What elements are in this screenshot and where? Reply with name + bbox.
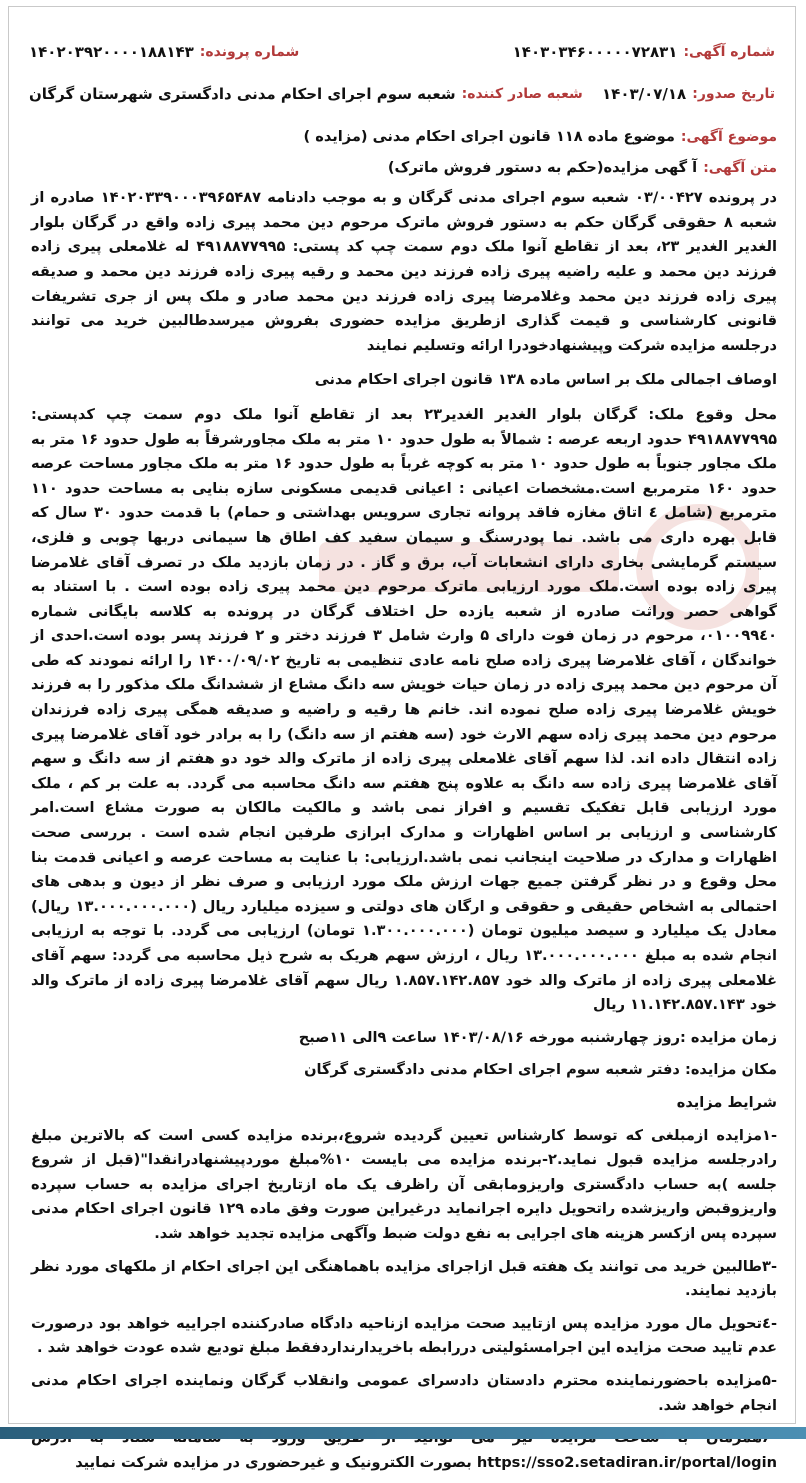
subject-label: موضوع آگهی: — [680, 129, 777, 145]
case-number-label: شماره پرونده: — [199, 44, 300, 60]
auction-time: زمان مزایده :روز چهارشنبه مورخه ۱۴۰۳/۰۸/۱۶ ساعت ۹الی ۱۱صبح — [298, 1028, 777, 1046]
setad-portal-link[interactable]: https://sso2.setadiran.ir/portal/login — [476, 1453, 777, 1471]
notice-text-line — [31, 156, 777, 181]
issue-date-label: تاریخ صدور: — [692, 86, 775, 102]
notice-text-title: آ گهی مزایده(حکم به دستور فروش ماترک) — [387, 158, 698, 176]
notice-card — [8, 6, 796, 1471]
case-number — [29, 43, 299, 61]
subject-text: موضوع ماده ۱۱۸ قانون اجرای احکام مدنی (مزایده ) — [303, 128, 675, 145]
issuer-value: شعبه سوم اجرای احکام مدنی دادگستری شهرستان گرگان — [29, 85, 456, 103]
notice-number-value: ۱۴۰۳۰۳۴۶۰۰۰۰۰۷۲۸۳۱ — [512, 43, 678, 61]
auction-place: مکان مزایده: دفتر شعبه سوم اجرای احکام مدنی دادگستری گرگان — [304, 1061, 777, 1079]
notice-header — [29, 37, 775, 107]
case-number-value: ۱۴۰۲۰۳۹۲۰۰۰۰۱۸۸۱۴۳ — [29, 43, 194, 61]
condition-4: -٤تحویل مال مورد مزایده پس ازتایید صحت مزایده ازناحیه دادگاه صادرکننده اجراییه خواهد بود درصورت عدم تایید صحت مزایده این اجرامسئولیتی دررابطه باخریدارنداردفقط مبلغ تودیع شده عودت خواهد شد . — [31, 1314, 777, 1357]
page-bottom-bar — [0, 1427, 806, 1439]
condition-3: -۳طالبین خرید می توانند یک هفته قبل ازاجرای مزایده باهماهنگی این اجرای احکام از ملکهای مورد نظر بازدید نمایند. — [31, 1257, 777, 1300]
notice-body — [31, 125, 777, 1483]
condition-5: -۵مزایده باحضورنماینده محترم دادستان دادسرای عمومی وانقلاب گرگان ونماینده اجرای احکام مدنی انجام خواهد شد. — [31, 1371, 777, 1414]
condition-1-2: -۱مزایده ازمبلغی که توسط کارشناس تعیین گردیده شروع،برنده مزایده کسی است که بالاترین مبلغ رادرجلسه مزایده قبول نماید.۲-برنده مزایده می بایست ۱۰%مبلغ موردپیشنهادرانقدا"(قبل از شروع جلسه )به حساب دادگستری واریزومابقی آن راظرف یک ماه ازتاریخ اجرای مزایده به حساب سپرده واریزوقبض واریزشده راتحویل دایره اجرانماید درغیراین صورت وفق ماده ۱۲۹ قانون اجرای احکام مدنی سپرده پس ازکسر هزینه های اجرایی به نفع دولت ضبط وآگهی مزایده تجدید خواهد شد. — [31, 1126, 777, 1242]
subject-line — [31, 125, 777, 150]
conditions-title: شرایط مزایده — [676, 1093, 777, 1111]
notice-number-label: شماره آگهی: — [683, 44, 775, 60]
notice-number — [513, 43, 775, 61]
issuer-label: شعبه صادر کننده: — [461, 86, 583, 102]
issue-date-value: ۱۴۰۳/۰۷/۱۸ — [602, 85, 687, 103]
property-description: محل وقوع ملک: گرگان بلوار الغدیر الغدیر۲۳ بعد از تقاطع آنوا ملک دوم سمت چپ کدپستی: ۴۹۱۸۸۷۷۹۹۵ حدود اربعه عرصه : شمالاً به طول حدود ۱۰ متر به ملک مجاورشرقاً به طول حدود ۱۶ متر به ملک مجاور جنوباً به طول حدود ۱۰ متر به کوچه غرباً به طول حدود ۱۶ متر به ملک مجاور مساحت عرصه حدود ۱۶۰ مترمربع است.مشخصات اعیانی : اعیانی قدیمی مسکونی سازه بنایی به مساحت حدود ۱۱۰ مترمربع (شامل ٤ اتاق مغازه فاقد پروانه تجاری سرویس بهداشتی و حمام) با قدمت حدود ۳۰ سال که قابل بهره داری می باشد. نما پودرسنگ و سیمان سفید کف اطاق ها سیمانی دربها چوبی و فلزی، سیستم گرمایشی بخاری دارای انشعابات آب، برق و گاز . در زمان بازدید ملک در تصرف آقای غلامرضا پیری زاده بوده است.ملک مورد ارزیابی ماترک مرحوم دین محمد پیری زاده بوده است . با استناد به گواهی حصر وراثت صادره از شعبه یازده حل اختلاف گرگان در پرونده به کلاسه بایگانی شماره ۰۱۰۰۹۹٤۰، مرحوم در زمان فوت دارای ۵ وارث شامل ۳ فرزند دختر و ۲ فرزند پسر بوده است.احدی از خواندگان ، آقای غلامرضا پیری زاده صلح نامه عادی تنظیمی به تاریخ ۱۴۰۰/۰۹/۰۲ را ارائه نمودند که طی آن مرحوم دین محمد پیری زاده در زمان حیات خویش سه دانگ مشاع از ششدانگ ملک مذکور را به فرزند خویش غلامرضا پیری زاده صلح نموده اند. خانم ها رقیه و راضیه و صدیقه همگی پیری زاده فرزندان مرحوم دین محمد پیری زاده سهم الارث خود (سه هفتم از سه دانگ) را به برادر خود آقای غلامرضا پیری زاده انتقال داده اند. لذا سهم آقای غلامعلی پیری زاده از ماترک والد خود دو هفتم از سه دانگ و سهم آقای غلامرضا پیری زاده سه دانگ به علاوه پنج هفتم سه دانگ محاسبه می گردد. به علت بر کم ، ملک مورد ارزیابی قابل تفکیک تقسیم و افراز نمی باشد و مالکیت مالکان به صورت مشاع است.امر کارشناسی و ارزیابی بر اساس اظهارات و مدارک ابرازی طرفین انجام شده است . بررسی صحت اظهارات و مدارک در صلاحیت اینجانب نمی باشد.ارزیابی: با عنایت به مساحت عرصه و اعیانی قدمت بنا محل وقوع و در نظر گرفتن جمیع جهات ارزش ملک مورد ارزیابی و صرف نظر از دیون و بدهی های احتمالی به اشخاص حقیقی و حقوقی و ارگان های دولتی و سیزده میلیارد ریال (۱۳.۰۰۰.۰۰۰.۰۰۰ ریال) معادل یک میلیارد و سیصد میلیون تومان (۱.۳۰۰.۰۰۰.۰۰۰ تومان) ارزیابی می گردد. با توجه به ارزیابی انجام شده به مبلغ ۱۳.۰۰۰.۰۰۰.۰۰۰ ریال ، ارزش سهم هریک به شرح ذیل محاسبه می گردد: سهم آقای غلامعلی پیری زاده از ماترک والد خود ۱.۸۵۷.۱۴۲.۸۵۷ ریال سهم آقای غلامرضا پیری زاده از ماترک والد خود ۱۱.۱۴۲.۸۵۷.۱۴۳ ریال — [31, 405, 778, 1014]
issue-date — [602, 85, 775, 103]
section-heading: اوصاف اجمالی ملک بر اساس ماده ۱۳۸ قانون اجرای احکام مدنی — [314, 371, 777, 389]
condition-6-tail: بصورت الکترونیک و غیرحضوری در مزایده شرکت نمایید — [75, 1453, 472, 1471]
issuer — [29, 85, 583, 103]
notice-text-label: متن آگهی: — [703, 159, 777, 176]
intro-paragraph: در پرونده ۰۳/۰۰۴۲۷ شعبه سوم اجرای مدنی گرگان و به موجب دادنامه ۱۴۰۲۰۳۳۹۰۰۰۳۹۶۵۴۸۷ صادره از شعبه ۸ حقوقی گرگان حکم به دستور فروش ماترک مرحوم دین محمد پیری زاده واقع در گرگان بلوار الغدیر الغدیر ۲۳، بعد از تقاطع آنوا ملک دوم سمت چپ کد پستی: ۴۹۱۸۸۷۷۹۹۵ له غلامعلی پیری زاده فرزند دین محمد و علیه راضیه پیری زاده فرزند دین محمد و رقیه پیری زاده فرزند دین محمد و صدیقه پیری زاده فرزند دین محمد وغلامرضا پیری زاده فرزند دین محمد صادر و ملک پس از جری تشریفات قانونی کارشناسی و قیمت گذاری ازطریق مزایده حضوری بفروش میرسدطالبین خرید می توانند درجلسه مزایده شرکت وپیشنهادخودرا ارائه وتسلیم نمایند — [31, 189, 777, 354]
